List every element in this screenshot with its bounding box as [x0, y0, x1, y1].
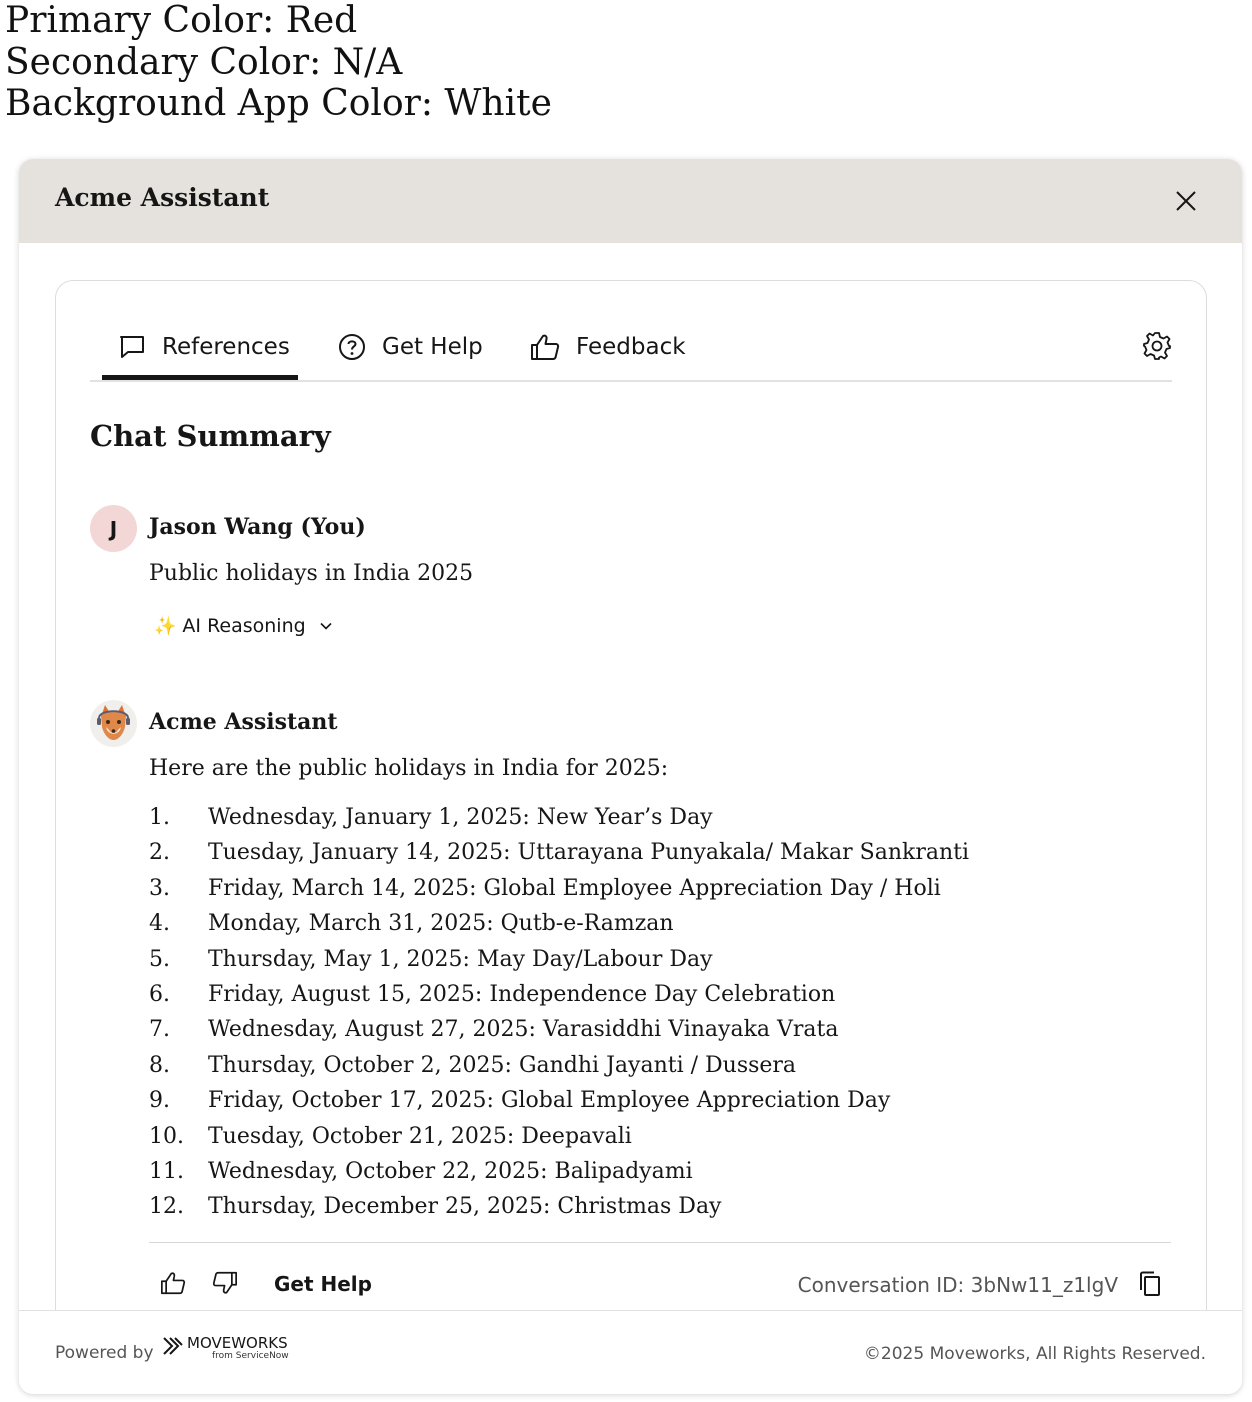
logo-wordmark: MOVEWORKS [187, 1334, 288, 1352]
comment-icon [118, 333, 146, 361]
ai-reasoning-toggle[interactable] [154, 615, 334, 637]
close-icon [1174, 189, 1198, 213]
holiday-text: Thursday, December 25, 2025: Christmas Day [208, 1194, 722, 1220]
holiday-text: Tuesday, October 21, 2025: Deepavali [208, 1123, 632, 1149]
holiday-item [149, 1154, 969, 1189]
holiday-number: 3. [149, 875, 170, 901]
holiday-number: 11. [149, 1158, 184, 1184]
holiday-item [149, 871, 969, 906]
copy-icon [1138, 1271, 1162, 1297]
holiday-text: Wednesday, October 22, 2025: Balipadyami [208, 1158, 693, 1184]
copyright-text: ©2025 Moveworks, All Rights Reserved. [863, 1344, 1206, 1364]
holiday-number: 1. [149, 805, 170, 830]
help-circle-icon [338, 333, 366, 361]
user-name: Jason Wang (You) [149, 514, 366, 540]
thumbs-up-button[interactable] [160, 1271, 186, 1299]
chat-summary-card [55, 280, 1207, 1362]
ai-reasoning-label: AI Reasoning [182, 615, 306, 637]
holiday-item [149, 977, 969, 1012]
primary-color-note: Primary Color: Red [5, 0, 358, 41]
holiday-number: 12. [149, 1194, 184, 1220]
assistant-intro: Here are the public holidays in India for 2025: [149, 756, 669, 781]
fox-mascot-icon [90, 700, 137, 747]
background-color-note: Background App Color: White [5, 83, 552, 124]
chat-summary-title: Chat Summary [90, 419, 331, 453]
panel-footer [19, 1310, 1242, 1394]
holiday-number: 4. [149, 911, 170, 937]
holiday-text: Thursday, May 1, 2025: May Day/Labour Day [208, 946, 713, 972]
holiday-number: 10. [149, 1123, 184, 1149]
holiday-item [149, 1012, 969, 1047]
assistant-name: Acme Assistant [149, 709, 338, 735]
holiday-number: 6. [149, 981, 170, 1007]
holiday-item [149, 835, 969, 870]
holiday-number: 7. [149, 1017, 170, 1043]
holiday-list [149, 800, 969, 1225]
holiday-text: Monday, March 31, 2025: Qutb-e-Ramzan [208, 911, 674, 937]
close-button[interactable] [1174, 189, 1198, 213]
holiday-text: Friday, October 17, 2025: Global Employee Appreciation Day [208, 1088, 891, 1114]
conversation-id: Conversation ID: 3bNw11_z1lgV [797, 1273, 1118, 1297]
active-tab-indicator [102, 375, 298, 380]
tab-get-help-label: Get Help [382, 334, 483, 360]
tab-references[interactable] [118, 329, 290, 365]
secondary-color-note: Secondary Color: N/A [5, 41, 403, 83]
holiday-item [149, 1048, 969, 1083]
holiday-text: Wednesday, January 1, 2025: New Year’s Day [208, 805, 713, 830]
user-message: Public holidays in India 2025 [149, 561, 474, 586]
thumbs-down-icon [212, 1271, 238, 1295]
assistant-avatar [90, 700, 137, 747]
settings-button[interactable] [1142, 331, 1172, 365]
message-divider [149, 1242, 1171, 1243]
holiday-item [149, 906, 969, 941]
holiday-text: Friday, March 14, 2025: Global Employee Appreciation Day / Holi [208, 875, 941, 901]
holiday-item [149, 800, 969, 835]
tab-feedback-label: Feedback [576, 334, 686, 360]
holiday-item [149, 1189, 969, 1224]
thumbs-down-button[interactable] [212, 1271, 238, 1299]
tab-bar [90, 281, 1172, 382]
tab-feedback[interactable] [530, 329, 686, 365]
moveworks-logo [162, 1335, 289, 1361]
logo-subtext: from ServiceNow [212, 1351, 289, 1361]
gear-icon [1142, 331, 1172, 361]
assistant-panel [19, 159, 1242, 1394]
tab-get-help[interactable] [338, 329, 483, 365]
holiday-item [149, 1119, 969, 1154]
tab-references-label: References [162, 334, 290, 360]
holiday-number: 8. [149, 1052, 170, 1078]
holiday-number: 2. [149, 840, 170, 866]
get-help-button[interactable]: Get Help [274, 1272, 372, 1296]
chevron-down-icon [318, 618, 334, 634]
copy-button[interactable] [1138, 1271, 1162, 1301]
sparkle-icon: ✨ [154, 615, 177, 637]
holiday-number: 5. [149, 946, 170, 972]
thumbs-up-icon [160, 1271, 186, 1295]
panel-title: Acme Assistant [55, 183, 270, 212]
holiday-text: Thursday, October 2, 2025: Gandhi Jayanti / Dussera [208, 1052, 797, 1078]
holiday-text: Friday, August 15, 2025: Independence Day Celebration [208, 981, 836, 1007]
panel-header [19, 159, 1242, 243]
thumbs-up-icon [530, 333, 560, 361]
holiday-item [149, 1083, 969, 1118]
powered-by-label: Powered by [55, 1343, 154, 1363]
color-annotations [5, 0, 552, 125]
moveworks-logo-icon [162, 1335, 184, 1357]
holiday-number: 9. [149, 1088, 170, 1114]
user-avatar: J [90, 505, 137, 552]
holiday-text: Wednesday, August 27, 2025: Varasiddhi Vinayaka Vrata [208, 1017, 839, 1043]
holiday-item [149, 942, 969, 977]
holiday-text: Tuesday, January 14, 2025: Uttarayana Punyakala/ Makar Sankranti [208, 840, 969, 866]
